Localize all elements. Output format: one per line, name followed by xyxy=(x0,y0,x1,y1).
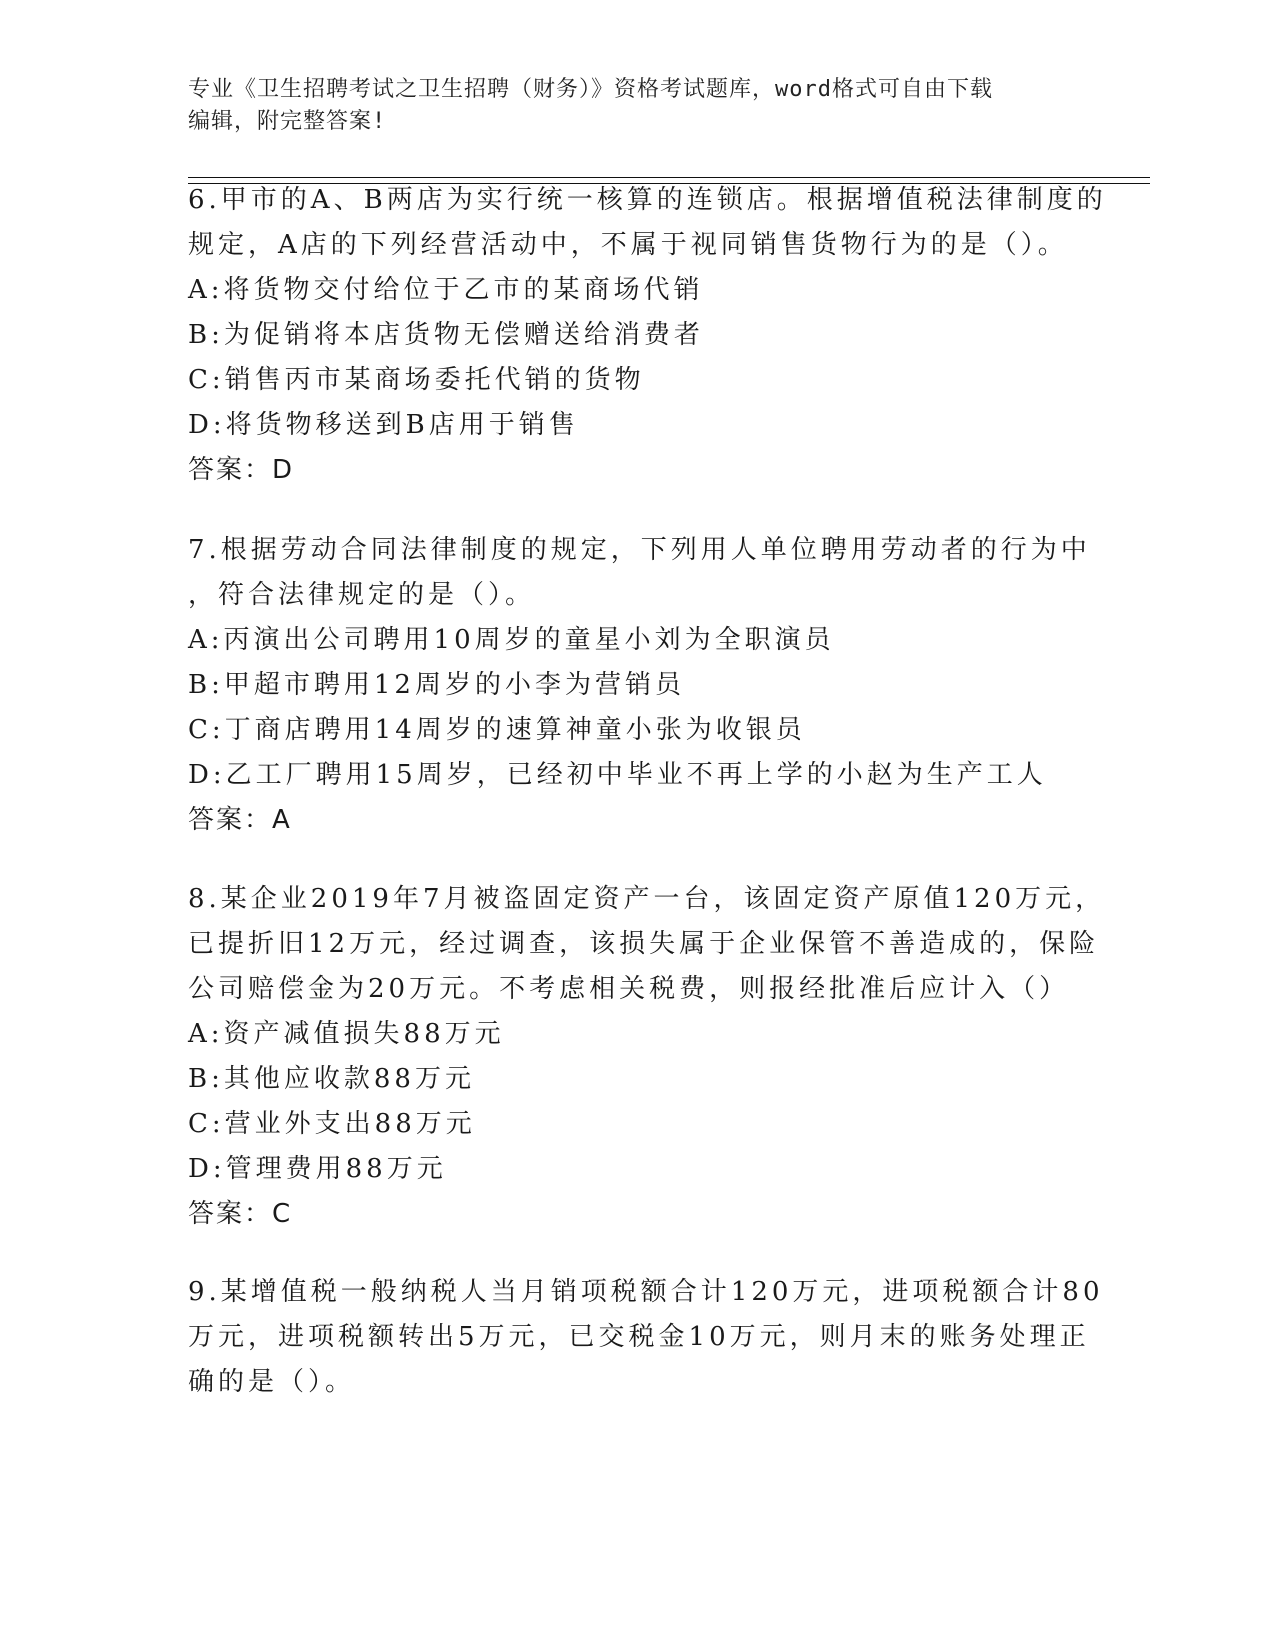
answer-label: 答案： xyxy=(188,805,273,835)
question-stem-line: 确的是（）。 xyxy=(188,1367,356,1397)
answer-label: 答案： xyxy=(188,1199,273,1229)
option-b: B:甲超市聘用12周岁的小李为营销员 xyxy=(188,670,685,700)
answer-line xyxy=(188,448,1088,493)
option-d: D:将货物移送到B店用于销售 xyxy=(188,410,579,440)
option-b: B:其他应收款88万元 xyxy=(188,1064,475,1094)
question-stem-line: 6.甲市的A、B两店为实行统一核算的连锁店。根据增值税法律制度的 xyxy=(188,185,1107,215)
document-header xyxy=(188,74,1068,138)
question-stem-line: 规定，A店的下列经营活动中，不属于视同销售货物行为的是（）。 xyxy=(188,230,1068,260)
option-d: D:乙工厂聘用15周岁，已经初中毕业不再上学的小赵为生产工人 xyxy=(188,760,1047,790)
question-stem-line: 公司赔偿金为20万元。不考虑相关税费，则报经批准后应计入（） xyxy=(188,974,1070,1004)
question-stem-line: 已提折旧12万元，经过调查，该损失属于企业保管不善造成的，保险 xyxy=(188,929,1100,959)
option-c: C:销售丙市某商场委托代销的货物 xyxy=(188,365,645,395)
header-line-1: 专业《卫生招聘考试之卫生招聘（财务）》资格考试题库，word格式可自由下载 xyxy=(188,77,993,102)
question-6 xyxy=(188,178,1107,493)
option-c: C:丁商店聘用14周岁的速算神童小张为收银员 xyxy=(188,715,806,745)
question-8 xyxy=(188,877,1106,1237)
answer-line xyxy=(188,1192,1088,1237)
option-a: A:丙演出公司聘用10周岁的童星小刘为全职演员 xyxy=(188,625,835,655)
option-c: C:营业外支出88万元 xyxy=(188,1109,476,1139)
option-b: B:为促销将本店货物无偿赠送给消费者 xyxy=(188,320,704,350)
answer-label: 答案： xyxy=(188,455,273,485)
answer-value: A xyxy=(272,805,291,835)
question-stem-line: 8.某企业2019年7月被盗固定资产一台，该固定资产原值120万元， xyxy=(188,884,1106,914)
answer-value: D xyxy=(272,455,294,485)
header-line-2: 编辑，附完整答案! xyxy=(188,109,387,134)
question-stem-line: 7.根据劳动合同法律制度的规定，下列用人单位聘用劳动者的行为中 xyxy=(188,535,1091,565)
question-stem-line: 9.某增值税一般纳税人当月销项税额合计120万元，进项税额合计80 xyxy=(188,1277,1104,1307)
question-9 xyxy=(188,1270,1104,1405)
answer-line xyxy=(188,798,1088,843)
option-d: D:管理费用88万元 xyxy=(188,1154,447,1184)
question-stem-line: 万元，进项税额转出5万元，已交税金10万元，则月末的账务处理正 xyxy=(188,1322,1090,1352)
option-a: A:资产减值损失88万元 xyxy=(188,1019,505,1049)
option-a: A:将货物交付给位于乙市的某商场代销 xyxy=(188,275,704,305)
answer-value: C xyxy=(272,1199,292,1229)
question-stem-line: ，符合法律规定的是（）。 xyxy=(188,580,536,610)
question-7 xyxy=(188,528,1091,843)
